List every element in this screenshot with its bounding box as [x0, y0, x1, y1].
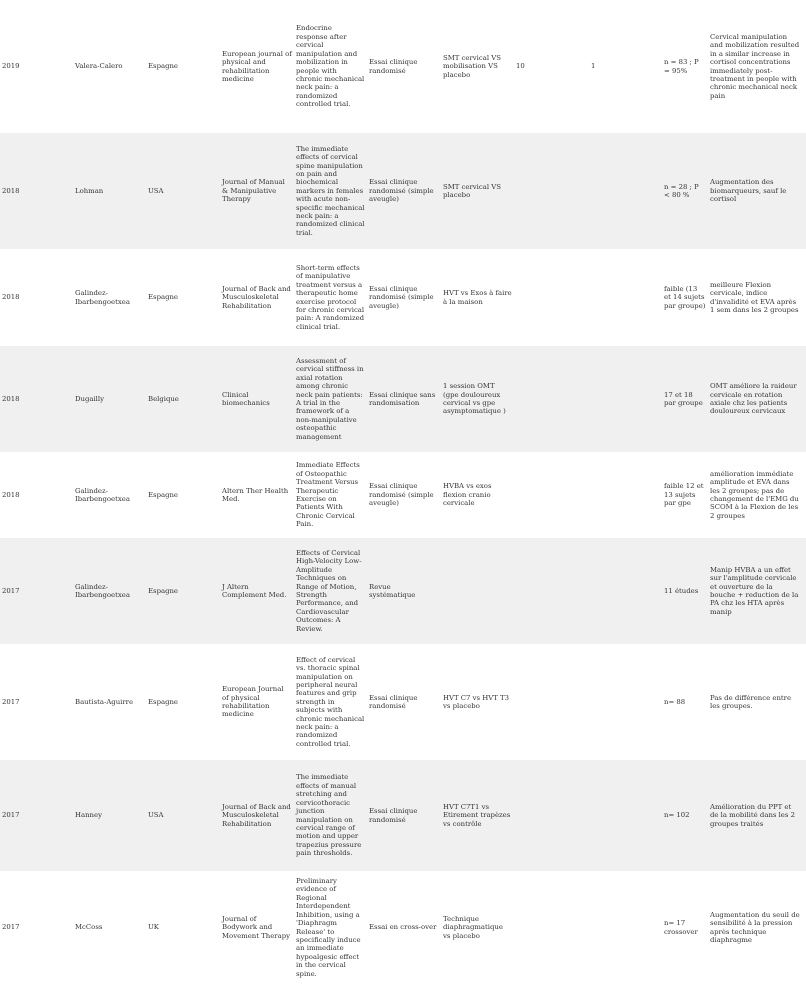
score1-cell [516, 133, 591, 249]
score2-cell [591, 249, 664, 346]
design-cell: Essai clinique randomisé [369, 0, 443, 133]
intervention-cell: HVT C7T1 vs Etirement trapèzes vs contrôle [443, 760, 516, 871]
title-cell: Immediate Effects of Osteopathic Treatment Versus Therapeutic Exercise on Patients With Chronic Cervical Pain. [296, 452, 369, 538]
score1-cell [516, 760, 591, 871]
title-cell: The immediate effects of cervical spine manipulation on pain and biochemical markers in females with acute non-specific mechanical neck pain: a randomized clinical trial. [296, 133, 369, 249]
score2-cell [591, 760, 664, 871]
design-cell: Revue systématique [369, 538, 443, 644]
score1-cell [516, 249, 591, 346]
table-row [0, 249, 806, 346]
country-cell: Espagne [148, 644, 222, 760]
sample-cell: 11 études [664, 538, 710, 644]
result-cell: amélioration immédiate amplitude et EVA dans les 2 groupes; pas de changement de l'EMG du SCOM à la Flexion de les 2 groupes [710, 452, 806, 538]
year-cell: 2018 [0, 346, 75, 452]
score1-cell [516, 644, 591, 760]
score2-cell [591, 452, 664, 538]
author-cell: Dugailly [75, 346, 148, 452]
intervention-cell: SMT cervical VS mobilisation VS placebo [443, 0, 516, 133]
result-cell: Augmentation des biomarqueurs, sauf le cortisol [710, 133, 806, 249]
country-cell: UK [148, 871, 222, 984]
table-row [0, 760, 806, 871]
journal-cell: J Altern Complement Med. [222, 538, 296, 644]
score1-cell [516, 871, 591, 984]
year-cell: 2018 [0, 452, 75, 538]
year-cell: 2018 [0, 249, 75, 346]
score2-cell [591, 644, 664, 760]
title-cell: The immediate effects of manual stretching and cervicothoracic junction manipulation on cervical range of motion and upper trapezius pressure pain thresholds. [296, 760, 369, 871]
table-row [0, 133, 806, 249]
sample-cell: faible 12 et 13 sujets par gpe [664, 452, 710, 538]
result-cell: Cervical manipulation and mobilization resulted in a similar increase in cortisol concentrations immediately post-treatment in people with chronic mechanical neck pain [710, 0, 806, 133]
journal-cell: Clinical biomechanics [222, 346, 296, 452]
author-cell: Galindez-Ibarbengoetxea [75, 452, 148, 538]
result-cell: Pas de différence entre les groupes. [710, 644, 806, 760]
intervention-cell: HVBA vs exos flexion cranio cervicale [443, 452, 516, 538]
year-cell: 2017 [0, 538, 75, 644]
title-cell: Endocrine response after cervical manipulation and mobilization in people with chronic mechanical neck pain: a randomized controlled trial. [296, 0, 369, 133]
table-row [0, 452, 806, 538]
intervention-cell [443, 538, 516, 644]
year-cell: 2017 [0, 760, 75, 871]
journal-cell: European Journal of physical rehabilitation medicine [222, 644, 296, 760]
country-cell: Espagne [148, 538, 222, 644]
title-cell: Preliminary evidence of Regional Interdependent Inhibition, using a 'Diaphragm Release' to specifically induce an immediate hypoalgesic effect in the cervical spine. [296, 871, 369, 984]
score1-cell [516, 452, 591, 538]
year-cell: 2017 [0, 644, 75, 760]
journal-cell: Journal of Manual & Manipulative Therapy [222, 133, 296, 249]
author-cell: McCoss [75, 871, 148, 984]
score2-cell [591, 346, 664, 452]
score2-cell [591, 538, 664, 644]
table-row [0, 538, 806, 644]
sample-cell: n = 28 ; P < 80 % [664, 133, 710, 249]
sample-cell: n= 102 [664, 760, 710, 871]
intervention-cell: HVT vs Exos à faire à la maison [443, 249, 516, 346]
result-cell: Amélioration du PPT et de la mobilité dans les 2 groupes traités [710, 760, 806, 871]
result-cell: OMT améliore la raideur cervicale en rotation axiale chz les patients douloureux cervicaux [710, 346, 806, 452]
author-cell: Bautista-Aguirre [75, 644, 148, 760]
title-cell: Assessment of cervical stiffness in axial rotation among chronic neck pain patients: A trial in the framework of a non-manipulative osteopathic management [296, 346, 369, 452]
journal-cell: Altern Ther Health Med. [222, 452, 296, 538]
country-cell: USA [148, 133, 222, 249]
intervention-cell: 1 session OMT (gpe douloureux cervical vs gpe asymptomatique ) [443, 346, 516, 452]
title-cell: Effect of cervical vs. thoracic spinal manipulation on peripheral neural features and grip strength in subjects with chronic mechanical neck pain: a randomized controlled trial. [296, 644, 369, 760]
intervention-cell: SMT cervical VS placebo [443, 133, 516, 249]
author-cell: Hanney [75, 760, 148, 871]
sample-cell: faible (13 et 14 sujets par groupe) [664, 249, 710, 346]
author-cell: Galindez-Ibarbengoetxea [75, 538, 148, 644]
design-cell: Essai clinique randomisé (simple aveugle) [369, 133, 443, 249]
sample-cell: n= 17 crossover [664, 871, 710, 984]
title-cell: Effects of Cervical High-Velocity Low-Amplitude Techniques on Range of Motion, Strength Performance, and Cardiovascular Outcomes: A Review. [296, 538, 369, 644]
journal-cell: Journal of Bodywork and Movement Therapy [222, 871, 296, 984]
table-row [0, 0, 806, 133]
table-row [0, 871, 806, 984]
intervention-cell: HVT C7 vs HVT T3 vs placebo [443, 644, 516, 760]
country-cell: Belgique [148, 346, 222, 452]
design-cell: Essai clinique randomisé (simple aveugle) [369, 249, 443, 346]
sample-cell: n = 83 ; P = 95% [664, 0, 710, 133]
sample-cell: 17 et 18 par groupe [664, 346, 710, 452]
country-cell: Espagne [148, 0, 222, 133]
intervention-cell: Technique diaphragmatique vs placebo [443, 871, 516, 984]
result-cell: meilleure Flexion cervicale, indice d'invalidité et EVA après 1 sem dans les 2 groupes [710, 249, 806, 346]
sample-cell: n= 88 [664, 644, 710, 760]
design-cell: Essai clinique randomisé (simple aveugle) [369, 452, 443, 538]
score1-cell [516, 538, 591, 644]
table-row [0, 346, 806, 452]
design-cell: Essai clinique randomisé [369, 644, 443, 760]
author-cell: Galindez-Ibarbengoetxea [75, 249, 148, 346]
journal-cell: European journal of physical and rehabilitation medicine [222, 0, 296, 133]
score2-cell: 1 [591, 0, 664, 133]
year-cell: 2018 [0, 133, 75, 249]
journal-cell: Journal of Back and Musculoskeletal Rehabilitation [222, 760, 296, 871]
country-cell: USA [148, 760, 222, 871]
year-cell: 2017 [0, 871, 75, 984]
country-cell: Espagne [148, 249, 222, 346]
title-cell: Short-term effects of manipulative treatment versus a therapeutic home exercise protocol for chronic cervical pain: A randomized clinical trial. [296, 249, 369, 346]
score2-cell [591, 871, 664, 984]
table-row [0, 644, 806, 760]
design-cell: Essai clinique sans randomisation [369, 346, 443, 452]
result-cell: Augmentation du seuil de sensibilité à la pression après technique diaphragme [710, 871, 806, 984]
year-cell: 2019 [0, 0, 75, 133]
score2-cell [591, 133, 664, 249]
score1-cell [516, 346, 591, 452]
score1-cell: 10 [516, 0, 591, 133]
country-cell: Espagne [148, 452, 222, 538]
author-cell: Lohman [75, 133, 148, 249]
author-cell: Valera-Calero [75, 0, 148, 133]
journal-cell: Journal of Back and Musculoskeletal Rehabilitation [222, 249, 296, 346]
result-cell: Manip HVBA a un effet sur l'amplitude cervicale et ouverture de la bouche + reduction de la PA chz les HTA après manip [710, 538, 806, 644]
design-cell: Essai en cross-over [369, 871, 443, 984]
design-cell: Essai clinique randomisé [369, 760, 443, 871]
